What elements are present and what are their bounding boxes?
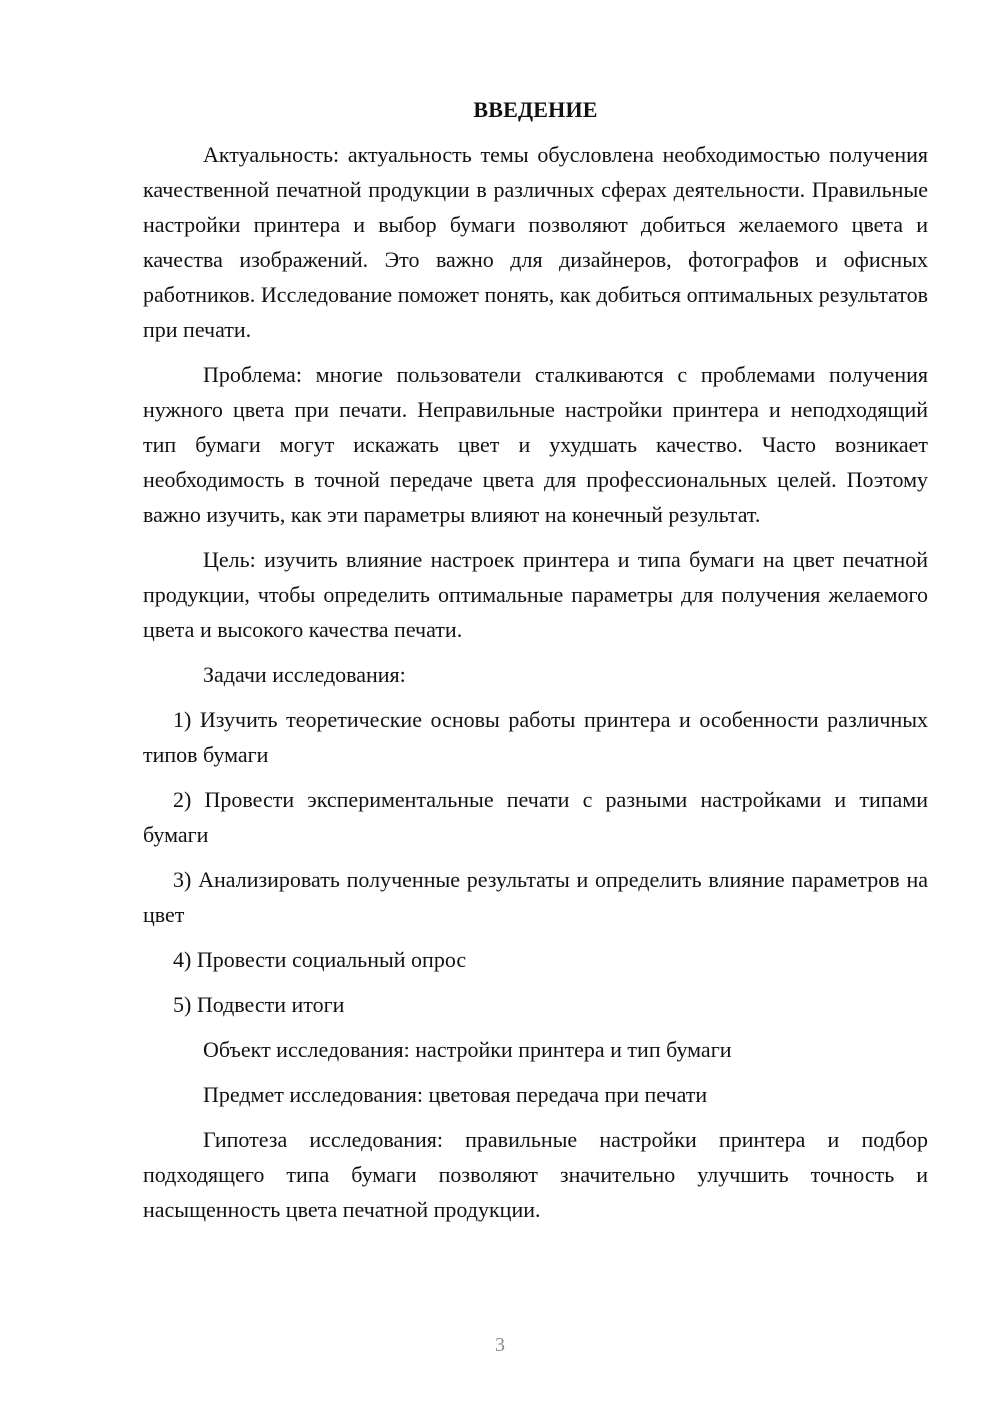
task-item-2: 2) Провести экспериментальные печати с разными настройками и типами бумаги — [143, 787, 928, 847]
tasks-heading: Задачи исследования: — [203, 662, 406, 687]
task-item-3: 3) Анализировать полученные результаты и определить влияние параметров на цвет — [143, 867, 928, 927]
section-title: ВВЕДЕНИЕ — [473, 97, 598, 122]
task-item-1: 1) Изучить теоретические основы работы принтера и особенности различных типов бумаги — [143, 707, 928, 767]
paragraph-actuality: Актуальность: актуальность темы обусловлена необходимостью получения качественной печатной продукции в различных сферах деятельности. Правильные настройки принтера и выбор бумаги позволяют добиться желаемого цвета и качества изображений. Это важно для дизайнеров, фотографов и офисных работников. Исследование поможет понять, как добиться оптимальных результатов при печати. — [143, 142, 928, 342]
task-item-4: 4) Провести социальный опрос — [173, 947, 467, 972]
page-content — [143, 92, 928, 1237]
research-subject: Предмет исследования: цветовая передача при печати — [203, 1082, 708, 1107]
page-number: 3 — [495, 1334, 505, 1356]
research-object: Объект исследования: настройки принтера и тип бумаги — [203, 1037, 732, 1062]
research-hypothesis: Гипотеза исследования: правильные настройки принтера и подбор подходящего типа бумаги позволяют значительно улучшить точность и насыщенность цвета печатной продукции. — [143, 1127, 928, 1222]
paragraph-problem: Проблема: многие пользователи сталкиваются с проблемами получения нужного цвета при печати. Неправильные настройки принтера и неподходящий тип бумаги могут искажать цвет и ухудшать качество. Часто возникает необходимость в точной передаче цвета для профессиональных целей. Поэтому важно изучить, как эти параметры влияют на конечный результат. — [143, 362, 928, 527]
task-item-5: 5) Подвести итоги — [173, 992, 345, 1017]
paragraph-goal: Цель: изучить влияние настроек принтера и типа бумаги на цвет печатной продукции, чтобы определить оптимальные параметры для получения желаемого цвета и высокого качества печати. — [143, 547, 928, 642]
